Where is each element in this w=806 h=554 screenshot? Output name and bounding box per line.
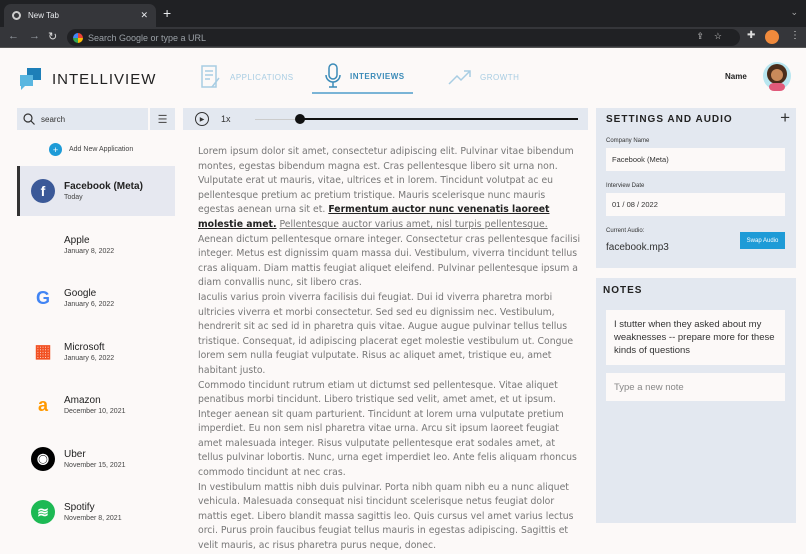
application-name: Google [64, 288, 97, 299]
back-icon[interactable]: ← [8, 30, 19, 42]
company-label: Company Name [606, 138, 650, 144]
transcript-paragraph [198, 145, 582, 291]
audio-label: Current Audio: [606, 228, 645, 234]
note-item[interactable]: I stutter when they asked about my weaknesses -- prepare more for these kinds of questions [606, 310, 785, 365]
filter-icon: ☰ [157, 113, 168, 126]
uber-icon: ◉ [31, 447, 55, 471]
notes-title: NOTES [603, 285, 643, 296]
play-button[interactable] [195, 112, 209, 126]
application-item[interactable] [17, 380, 175, 430]
add-application-label: Add New Application [69, 146, 134, 153]
playback-speed[interactable]: 1x [221, 114, 231, 124]
application-item[interactable] [17, 166, 175, 216]
application-date: January 6, 2022 [64, 301, 115, 308]
application-date: November 15, 2021 [64, 461, 126, 469]
new-note-input[interactable]: Type a new note [606, 373, 785, 401]
document-icon [200, 65, 222, 89]
tab-title: New Tab [28, 11, 59, 20]
amazon-icon: a [37, 394, 48, 415]
search-icon [23, 113, 35, 125]
add-icon[interactable]: + [780, 108, 790, 127]
brand-name: INTELLIVIEW [52, 71, 157, 88]
forward-icon[interactable]: → [29, 30, 40, 42]
application-date: Today [64, 194, 83, 201]
filter-button[interactable] [150, 108, 175, 130]
swap-audio-button[interactable]: Swap Audio [740, 232, 785, 249]
address-bar-row [0, 27, 806, 48]
address-input[interactable] [67, 29, 740, 46]
application-item[interactable] [17, 487, 175, 537]
application-date: January 8, 2022 [64, 247, 115, 255]
application-item[interactable] [17, 220, 175, 270]
profile-avatar[interactable] [765, 30, 779, 44]
apple-icon [31, 233, 55, 257]
transcript-text: Lorem ipsum dolor sit amet, consectetur adipiscing elit. Pulvinar vitae bibendum montes, egestas bibendum magna est. Cras pellentesque libero sit urna non. Vulputate erat ut mauris, vitae, ultrices et in lorem. Tincidunt volutpat ac eu pellentesque pretium ac pretium tristique. Mauris scelerisque nunc mauris egestas aenean urna sit et. [198, 146, 574, 216]
plus-icon: + [49, 143, 62, 156]
notes-panel [596, 278, 796, 523]
browser-tab[interactable] [4, 4, 156, 27]
tab-label: APPLICATIONS [230, 72, 294, 82]
address-placeholder: Search Google or type a URL [88, 32, 207, 43]
facebook-icon: f [31, 179, 55, 203]
google-icon: G [35, 287, 50, 308]
audio-scrubber-handle[interactable] [295, 114, 305, 124]
application-name: Spotify [64, 502, 95, 513]
tab-interviews[interactable] [312, 60, 413, 94]
intelliview-logo-icon [18, 66, 42, 90]
transcript-paragraph: Iaculis varius proin viverra facilisis dui feugiat. Dui id viverra pharetra morbi ultricies viverra et morbi consectetur. Sed sed eu dignissim nec. Vestibulum, hendrerit sit ac sed id in pharetra quis vitae. Augue augue pulvinar tellus tellus tristique. Consequat, id adipiscing placerat eget molestie vestibulum ut. Congue lorem sem nulla feugiat vulputate. Risus ac aliquet amet, tristique eu, amet habitant justo. [198, 291, 574, 376]
company-name-field[interactable]: Facebook (Meta) [606, 148, 785, 171]
application-item[interactable] [17, 434, 175, 484]
audio-filename: facebook.mp3 [606, 242, 669, 253]
extensions-icon[interactable]: ✚ [747, 30, 756, 41]
close-tab-icon[interactable]: ✕ [140, 10, 148, 20]
tab-growth[interactable] [448, 60, 528, 94]
highlighted-text[interactable]: Fermentum auctor nunc venenatis laoreet molestie amet. [198, 204, 550, 230]
add-application-button[interactable] [49, 143, 133, 156]
application-name: Uber [64, 448, 86, 460]
application-date: November 8, 2021 [64, 515, 122, 522]
microphone-icon [324, 63, 342, 89]
trending-up-icon [448, 69, 472, 85]
application-date: January 6, 2022 [64, 354, 115, 362]
new-tab-button[interactable]: + [163, 5, 172, 21]
audio-player [183, 108, 588, 130]
interview-date-field[interactable]: 01 / 08 / 2022 [606, 193, 785, 216]
application-item[interactable] [17, 327, 175, 377]
spotify-icon: ≋ [31, 500, 55, 524]
google-icon [73, 33, 83, 43]
chevron-down-icon[interactable]: ⌄ [790, 7, 798, 17]
reload-icon[interactable]: ↻ [48, 31, 58, 43]
transcript-text: Aenean dictum pellentesque ornare integer. Consectetur cras pellentesque facilisi integer. Metus est dignissim quam massa dui. Vestibulum, viverra tincidunt tellus cras aliquam. Diam mattis feugiat aliquet eleifend. Pulvinar pellentesque ipsum a diam convallis nunc, sit libero cras. [198, 233, 581, 289]
menu-icon[interactable]: ⋮ [790, 30, 800, 41]
chrome-icon [12, 11, 21, 20]
settings-title: SETTINGS AND AUDIO [606, 114, 733, 125]
tab-applications[interactable] [200, 60, 295, 94]
share-bookmark-icons[interactable]: ⇪☆ [696, 31, 732, 41]
audio-track-remaining [300, 118, 578, 120]
application-date: December 10, 2021 [64, 408, 126, 415]
application-item[interactable] [17, 273, 175, 323]
date-label: Interview Date [606, 183, 645, 189]
underlined-text[interactable]: Pellentesque auctor varius amet, nisl turpis pellentesque. [279, 218, 548, 230]
tab-label: INTERVIEWS [350, 71, 405, 81]
application-name: Microsoft [64, 341, 105, 353]
user-name: Name [725, 72, 747, 81]
browser-tab-bar [0, 0, 806, 27]
transcript [198, 145, 582, 552]
transcript-paragraph: In vestibulum mattis nibh duis pulvinar. Porta nibh quam nibh eu a nunc aliquet vehicula. Malesuada consequat nisi tincidunt scelerisque netus feugiat dolor mattis eget. Libero blandit massa sagittis leo. Quis cursus vel amet varius lectus orci. Purus proin faucibus feugiat tellus mauris in egestas adipiscing. Sagittis et velit mauris, ac risus pharetra purus neque, donec. [198, 481, 574, 552]
search-placeholder: search [41, 114, 66, 124]
application-name: Apple [64, 234, 90, 246]
transcript-paragraph: Commodo tincidunt rutrum etiam ut dictumst sed pellentesque. Vitae aliquet penatibus morbi tincidunt. Libero tristique sed velit, amet amet, et ut ipsum. Integer aenean sit quam parturient. Tincidunt at lorem urna vulputate pretium imperdiet. Eu non sem nisl pharetra vitae urna. Arcu sit ipsum laoreet feugiat amet malesuada integer. Risus vulputate pellentesque erat sodales amet, at tellus pulvinar lobortis. Nunc, urna eget imperdiet leo. Ante felis aliquam rhoncus commodo tincidunt at nec cras. [198, 379, 577, 479]
user-avatar[interactable] [763, 62, 791, 90]
application-name: Facebook (Meta) [64, 181, 143, 192]
application-name: Amazon [64, 395, 101, 406]
microsoft-icon: ▦ [34, 341, 52, 361]
tab-label: GROWTH [480, 72, 520, 82]
settings-panel [596, 108, 796, 268]
search-input[interactable] [17, 108, 148, 130]
play-icon: ▶ [199, 116, 205, 123]
